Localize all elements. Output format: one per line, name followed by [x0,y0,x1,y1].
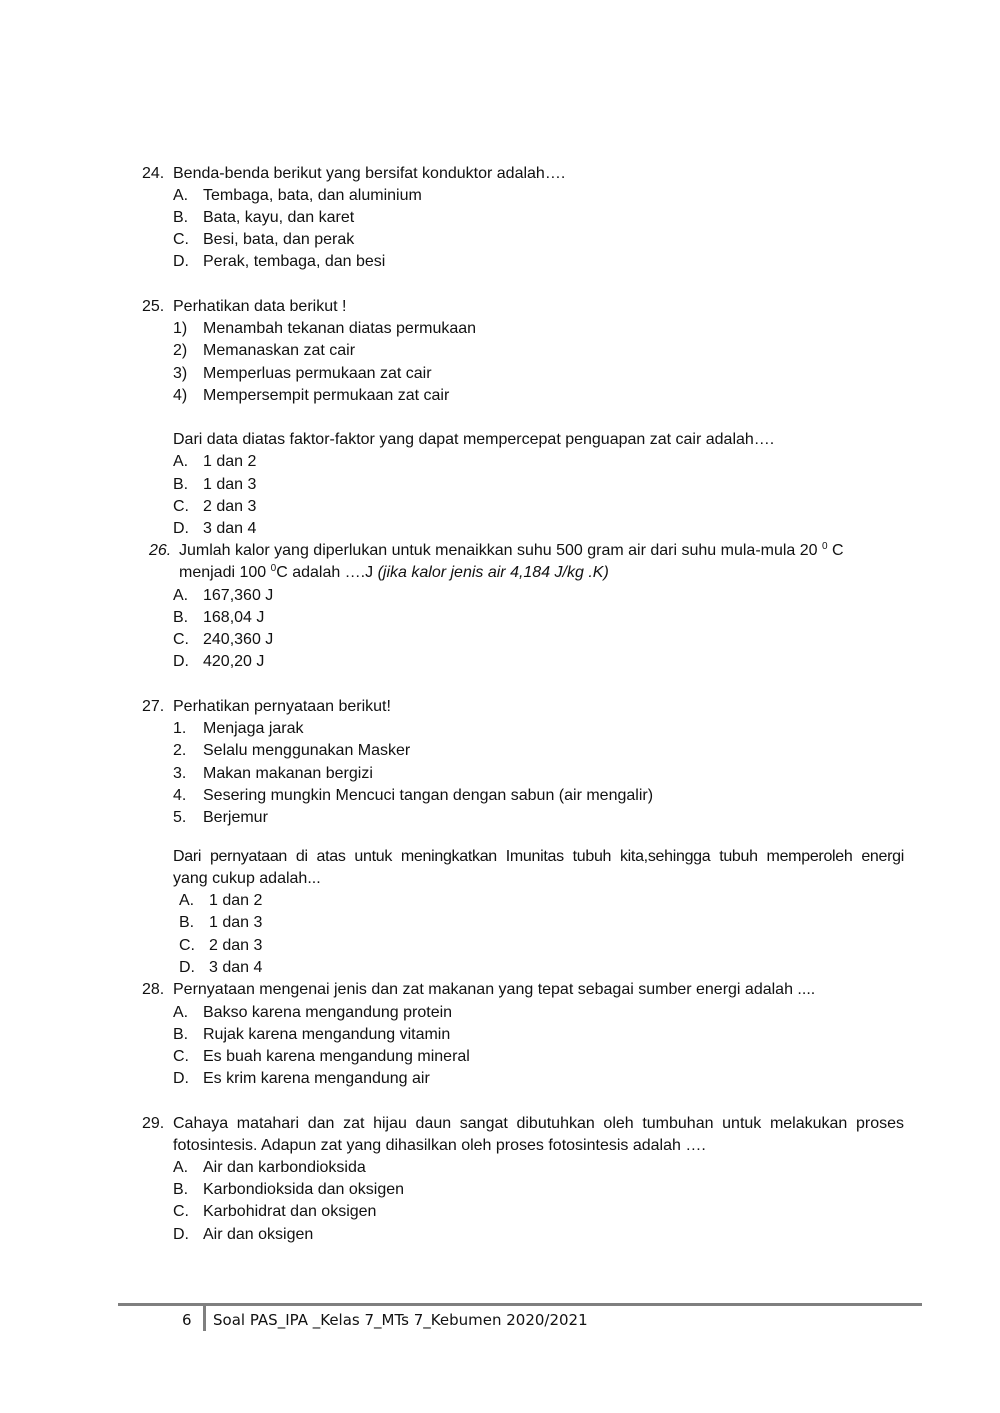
degree-superscript: 0 [822,541,828,552]
option-text: 2 dan 3 [203,498,257,515]
list-marker: 4. [173,787,187,804]
option-letter: C. [173,631,189,648]
footer-rule [118,1303,922,1306]
question-prompt-line-2: yang cukup adalah... [173,870,321,887]
option-text: 1 dan 3 [209,914,263,931]
list-item: Menambah tekanan diatas permukaan [203,320,477,337]
option-text: 167,360 J [203,587,274,604]
list-marker: 2. [173,742,187,759]
option-letter: C. [179,937,195,954]
question-stem: Perhatikan data berikut ! [173,298,347,315]
list-marker: 1) [173,320,188,337]
page-number: 6 [182,1311,192,1329]
option-text: 1 dan 3 [203,476,257,493]
option-text: Es buah karena mengandung mineral [203,1048,470,1065]
option-letter: A. [173,187,189,204]
list-item: Mempersempit permukaan zat cair [203,387,450,404]
option-text: Besi, bata, dan perak [203,231,355,248]
stem-text: Jumlah kalor yang diperlukan untuk menaikkan suhu 500 gram air dari suhu mula-mula 20 [179,542,818,559]
list-item: Sesering mungkin Mencuci tangan dengan sabun (air mengalir) [203,787,654,804]
option-letter: C. [173,498,189,515]
list-item: Menjaga jarak [203,720,304,737]
option-text: Es krim karena mengandung air [203,1070,430,1087]
option-letter: B. [173,609,189,626]
option-letter: D. [173,653,189,670]
option-letter: D. [173,253,189,270]
unit-text: C [832,542,844,559]
option-letter: A. [173,587,189,604]
option-text: 3 dan 4 [209,959,263,976]
list-marker: 1. [173,720,187,737]
stem-text: C adalah ….J [276,564,374,581]
option-text: 168,04 J [203,609,265,626]
option-letter: D. [173,1226,189,1243]
footer-title: Soal PAS_IPA _Kelas 7_MTs 7_Kebumen 2020/2021 [213,1311,588,1329]
question-number: 26. [149,542,172,559]
list-marker: 3) [173,365,188,382]
option-text: 420,20 J [203,653,265,670]
option-letter: A. [173,453,189,470]
option-text: Air dan oksigen [203,1226,314,1243]
question-number: 28. [142,981,165,998]
question-stem: Benda-benda berikut yang bersifat konduktor adalah…. [173,165,566,182]
option-text: Tembaga, bata, dan aluminium [203,187,422,204]
question-prompt-line-1: Dari pernyataan di atas untuk meningkatkan Imunitas tubuh kita,sehingga tubuh memperoleh energi [173,848,904,865]
option-letter: C. [173,1048,189,1065]
option-text: 2 dan 3 [209,937,263,954]
question-stem-line-1 [179,541,844,561]
option-text: Rujak karena mengandung vitamin [203,1026,451,1043]
option-text: Bakso karena mengandung protein [203,1004,453,1021]
list-marker: 2) [173,342,188,359]
question-number: 29. [142,1115,165,1132]
option-text: Perak, tembaga, dan besi [203,253,386,270]
option-letter: A. [173,1004,189,1021]
option-text: Bata, kayu, dan karet [203,209,355,226]
stem-note: (jika kalor jenis air 4,184 J/kg .K) [377,564,609,581]
question-number: 24. [142,165,165,182]
option-letter: D. [173,520,189,537]
list-marker: 4) [173,387,188,404]
question-number: 25. [142,298,165,315]
option-letter: B. [173,209,189,226]
option-letter: B. [179,914,195,931]
stem-text: menjadi 100 [179,564,267,581]
list-item: Berjemur [203,809,268,826]
option-letter: C. [173,231,189,248]
question-stem-line-2 [179,563,609,583]
list-item: Memperluas permukaan zat cair [203,365,432,382]
option-text: 3 dan 4 [203,520,257,537]
list-item: Makan makanan bergizi [203,765,373,782]
option-text: Karbohidrat dan oksigen [203,1203,377,1220]
list-item: Memanaskan zat cair [203,342,356,359]
list-item: Selalu menggunakan Masker [203,742,411,759]
option-text: 1 dan 2 [209,892,263,909]
option-letter: D. [179,959,195,976]
list-marker: 5. [173,809,187,826]
footer-divider [203,1306,206,1331]
question-stem: Perhatikan pernyataan berikut! [173,698,391,715]
question-stem-line-1: Cahaya matahari dan zat hijau daun sangat dibutuhkan oleh tumbuhan untuk melakukan proses [173,1115,904,1132]
degree-superscript: 0 [270,563,277,574]
question-stem: Pernyataan mengenai jenis dan zat makanan yang tepat sebagai sumber energi adalah .... [173,981,816,998]
question-number: 27. [142,698,165,715]
option-text: 240,360 J [203,631,274,648]
option-letter: A. [179,892,195,909]
option-letter: A. [173,1159,189,1176]
option-letter: B. [173,476,189,493]
option-letter: C. [173,1203,189,1220]
list-marker: 3. [173,765,187,782]
option-letter: B. [173,1181,189,1198]
question-stem-line-2: fotosintesis. Adapun zat yang dihasilkan oleh proses fotosintesis adalah …. [173,1137,706,1154]
question-prompt: Dari data diatas faktor-faktor yang dapat mempercepat penguapan zat cair adalah…. [173,431,775,448]
option-letter: B. [173,1026,189,1043]
option-text: 1 dan 2 [203,453,257,470]
option-text: Karbondioksida dan oksigen [203,1181,405,1198]
option-text: Air dan karbondioksida [203,1159,366,1176]
option-letter: D. [173,1070,189,1087]
